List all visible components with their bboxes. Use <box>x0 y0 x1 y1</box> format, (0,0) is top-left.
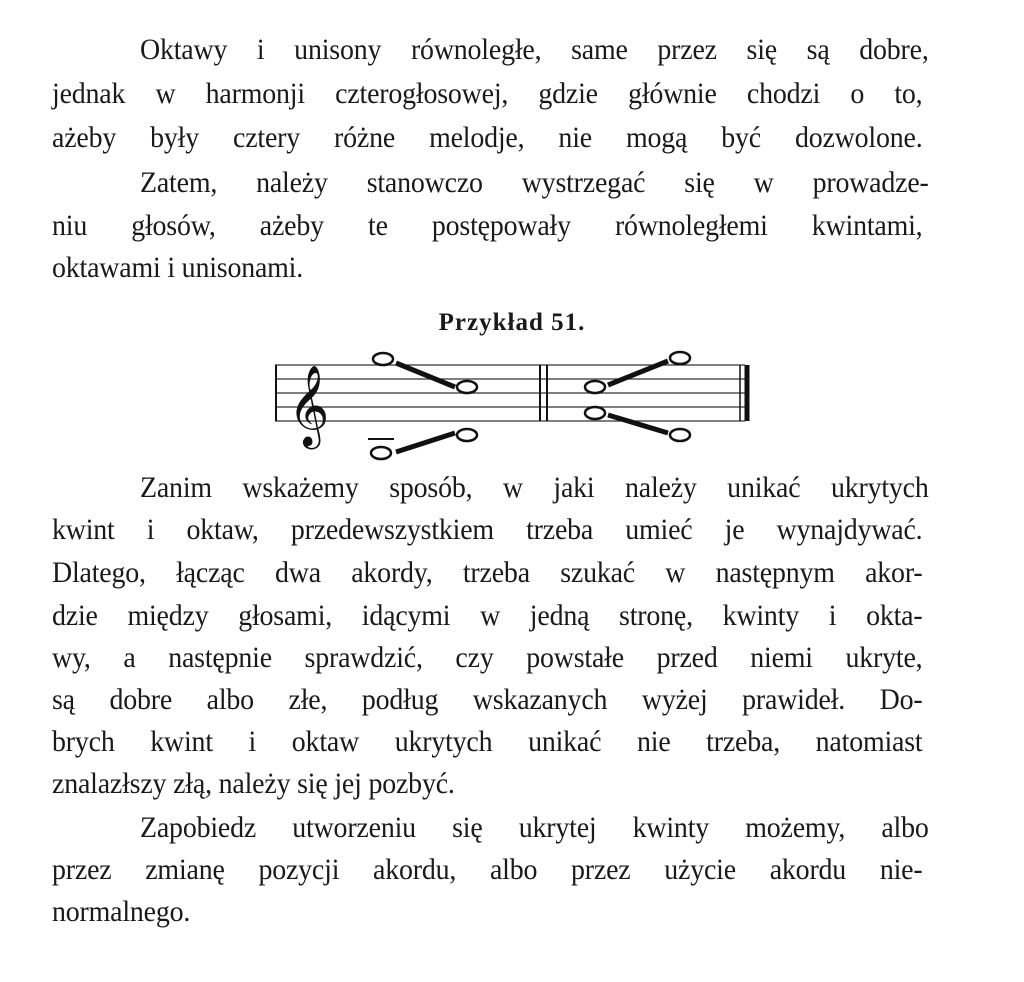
text-line: Zatem, należy stanowczo wystrzegać się w prowadze- <box>140 166 929 199</box>
text-line: dzie między głosami, idącymi w jedną stronę, kwinty i okta- <box>52 599 923 632</box>
text-line: Oktawy i unisony równoległe, same przez się są dobre, <box>140 33 929 66</box>
text-line: Dlatego, łącząc dwa akordy, trzeba szukać w następnym akor- <box>52 556 923 589</box>
example-title: Przykład 51. <box>438 309 586 336</box>
text-line: ażeby były cztery różne melodje, nie mogą być dozwolone. <box>52 121 923 154</box>
treble-clef-icon: 𝄞 <box>288 364 330 446</box>
text-line: oktawami i unisonami. <box>52 251 304 284</box>
text-line: Zanim wskażemy sposób, w jaki należy unikać ukrytych <box>140 471 929 504</box>
text-line: jednak w harmonji czterogłosowej, gdzie głównie chodzi o to, <box>52 77 923 110</box>
text-line: są dobre albo złe, podług wskazanych wyżej prawideł. Do- <box>52 683 923 716</box>
text-line: wy, a następnie sprawdzić, czy powstałe przed niemi ukryte, <box>52 641 923 674</box>
text-line: niu głosów, ażeby te postępowały równoległemi kwintami, <box>52 209 923 242</box>
text-line: Zapobiedz utworzeniu się ukrytej kwinty możemy, albo <box>140 811 929 844</box>
text-line: kwint i oktaw, przedewszystkiem trzeba umieć je wynajdywać. <box>52 513 923 546</box>
music-example <box>270 345 780 465</box>
staff-notation-icon <box>270 345 780 465</box>
text-line: przez zmianę pozycji akordu, albo przez użycie akordu nie- <box>52 853 923 886</box>
text-line: normalnego. <box>52 895 191 928</box>
text-line: znalazłszy złą, należy się jej pozbyć. <box>52 767 455 800</box>
text-line: brych kwint i oktaw ukrytych unikać nie trzeba, natomiast <box>52 725 923 758</box>
